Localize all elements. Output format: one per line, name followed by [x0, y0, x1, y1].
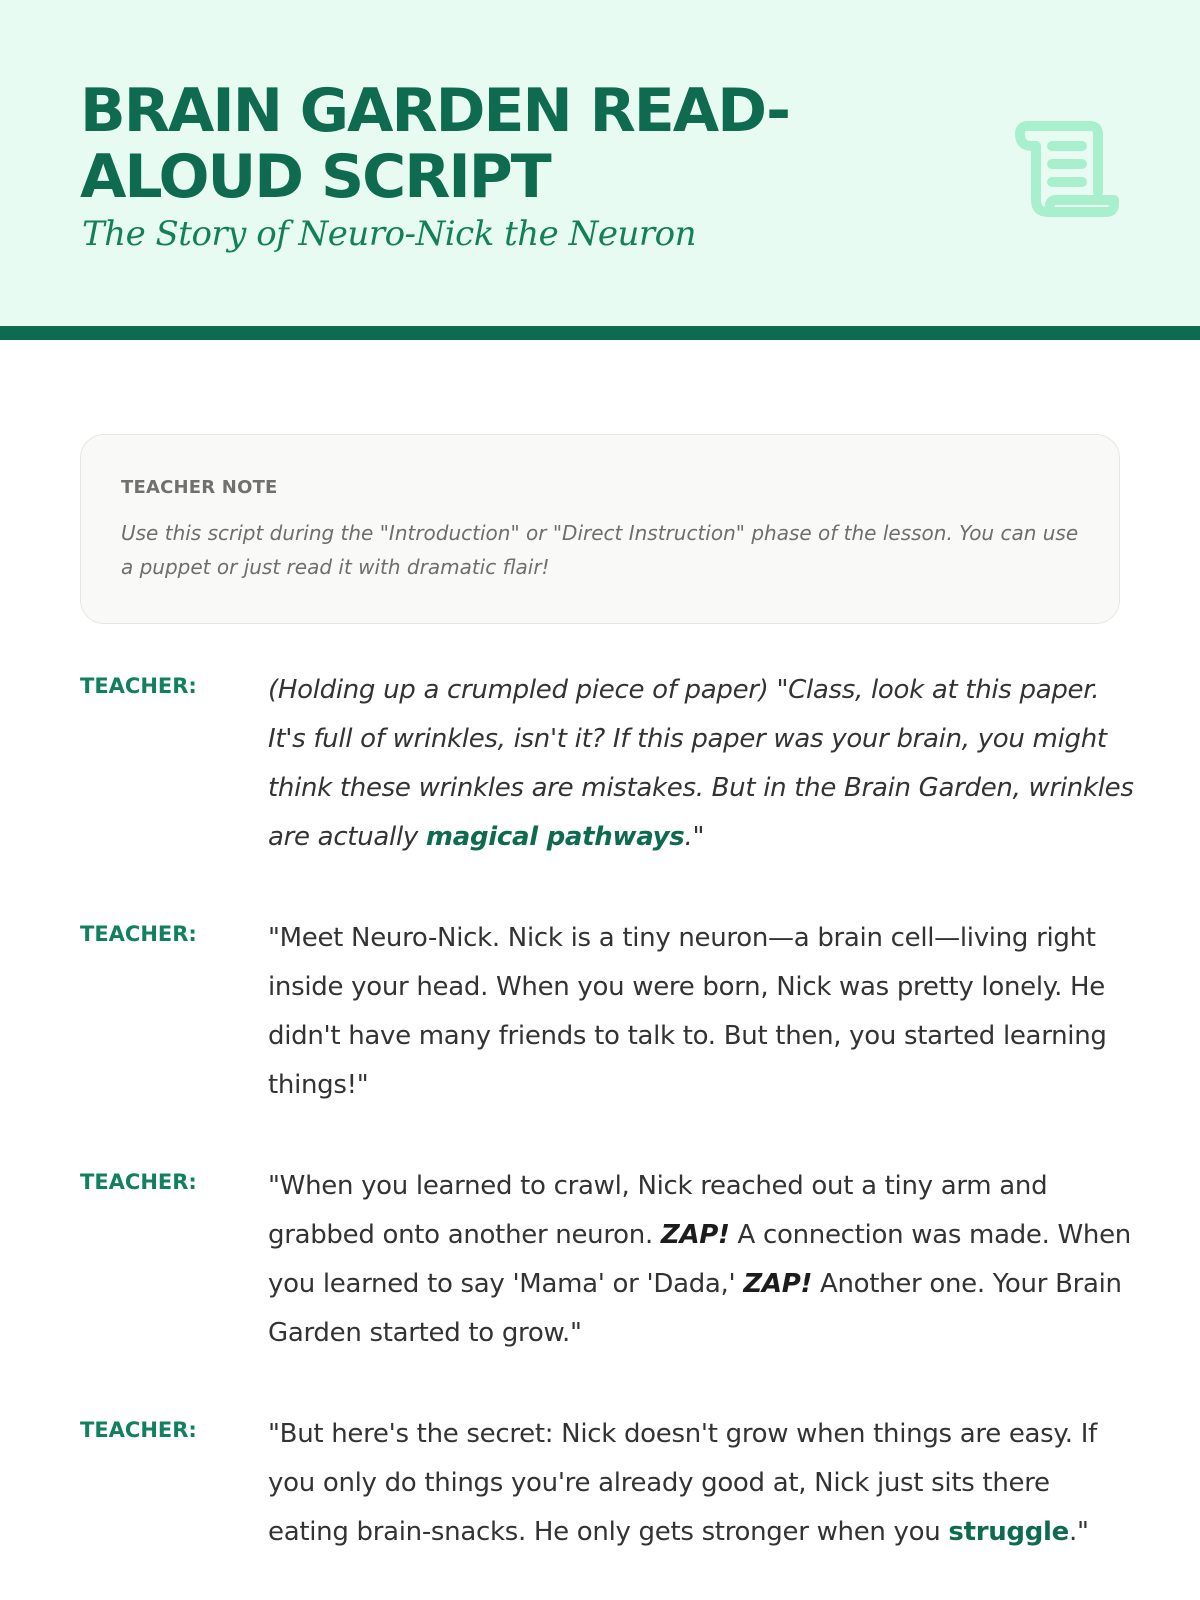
page-header [0, 0, 1200, 340]
dialogue-text [268, 666, 1138, 862]
dialogue-text [268, 1410, 1138, 1557]
teacher-note-text: Use this script during the "Introduction" or "Direct Instruction" phase of the lesson. You can use a puppet or just read it with dramatic flair! [121, 521, 1079, 579]
dialogue-text [268, 1162, 1138, 1358]
dialogue-segment: "When you learned to crawl, Nick reached out a tiny arm and grabbed onto another neuron. [268, 1171, 1048, 1250]
dialogue-text: "Meet Neuro-Nick. Nick is a tiny neuron—a brain cell—living right inside your head. When you were born, Nick was pretty lonely. He didn't have many friends to talk to. But then, you started learning things!" [268, 923, 1107, 1100]
zap-emphasis: ZAP! [660, 1220, 730, 1250]
dialogue-segment: (Holding up a crumpled piece of paper) "Class, look at this paper. It's full of wrinkles, isn't it? If this paper was your brain, you might think these wrinkles are mistakes. But in the Brain Garden, wrinkles are actually [268, 675, 1134, 852]
speaker-label: TEACHER: [80, 1418, 197, 1442]
teacher-note-label: TEACHER NOTE [121, 477, 278, 498]
dialogue-segment: A connection was made. When you learned to say 'Mama' or 'Dada,' [268, 1220, 1131, 1299]
highlight-term: struggle [948, 1517, 1069, 1547]
highlight-term: magical pathways [425, 822, 685, 852]
dialogue-segment: "But here's the secret: Nick doesn't grow when things are easy. If you only do things you're already good at, Nick just sits there eating brain-snacks. He only gets stronger when you [268, 1419, 1097, 1547]
speaker-label: TEACHER: [80, 1170, 197, 1194]
page-subtitle: The Story of Neuro-Nick the Neuron [82, 214, 696, 254]
dialogue-segment: ." [684, 822, 705, 852]
teacher-note [80, 434, 1120, 624]
dialogue-segment: ." [1069, 1517, 1089, 1547]
zap-emphasis: ZAP! [743, 1269, 813, 1299]
speaker-label: TEACHER: [80, 674, 197, 698]
speaker-label: TEACHER: [80, 922, 197, 946]
page-title: BRAIN GARDEN READ-ALOUD SCRIPT [80, 76, 790, 212]
scroll-icon [1010, 120, 1120, 220]
dialogue-segment: Another one. Your Brain Garden started to grow." [268, 1269, 1122, 1348]
